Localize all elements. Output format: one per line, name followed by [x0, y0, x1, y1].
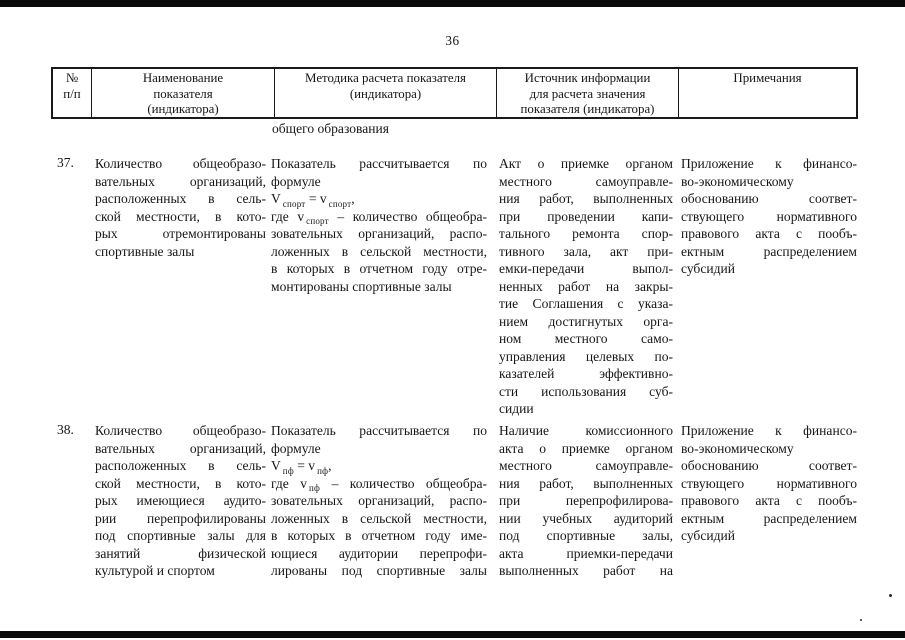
formula-part: = v	[297, 458, 316, 473]
text-line: показателя (индикатора)	[520, 102, 655, 117]
text-line: ской местности, в кото-	[95, 208, 266, 224]
text-line: Акт о приемке органом	[499, 156, 673, 171]
text-line: ложенных в сельской местности,	[271, 243, 487, 259]
text-line: тального ремонта спор-	[499, 226, 673, 241]
text-line: емки-передачи выпол-	[499, 261, 673, 276]
text-line: рых отремонтированы	[95, 226, 266, 241]
formula-subscript: спорт	[306, 216, 329, 227]
formula-part: – количество общеобра-	[331, 475, 488, 491]
header-col-number	[53, 69, 92, 117]
text-line: тие Соглашения с указа-	[499, 296, 673, 311]
text-line: выполненных работ на	[499, 563, 673, 578]
scan-border-bottom	[0, 631, 905, 638]
text-line: вательных организаций,	[95, 173, 266, 189]
text-line: казателей эффективно-	[499, 366, 673, 381]
text-line: ном местного само-	[499, 331, 673, 346]
text-line: ствующего нормативного	[681, 475, 857, 491]
cell-notes	[681, 422, 857, 545]
row-number: 38.	[57, 422, 74, 437]
text-line: для расчета значения	[529, 86, 646, 101]
text-line: Количество общеобразо-	[95, 156, 266, 171]
text-line: в которых в отчетном году име-	[271, 528, 487, 543]
text-line: ектным распределением	[681, 510, 857, 526]
text-line: ствующего нормативного	[681, 208, 857, 224]
text-line: субсидий	[681, 261, 735, 276]
text-line: Примечания	[733, 71, 802, 85]
text-line: нием достигнутых орга-	[499, 313, 673, 329]
text-line: тивного зала, акт при-	[499, 243, 673, 259]
text-line: Показатель рассчитывается по	[271, 156, 487, 171]
text-line: занятий физической	[95, 545, 266, 561]
text-line: ния работ, выполненных	[499, 475, 673, 491]
text-line: рых имеющиеся аудито-	[95, 493, 266, 508]
text-line: при проведении капи-	[499, 208, 673, 224]
text-line: формуле	[271, 173, 321, 189]
text-line: правового акта с пообъ-	[681, 493, 857, 508]
text-line: сти использования суб-	[499, 383, 673, 399]
header-col-method	[275, 69, 497, 117]
cell-source	[499, 155, 673, 418]
text-line: Методика расчета показателя	[305, 71, 466, 85]
formula-line	[271, 190, 487, 208]
method-continuation-text: общего образования	[272, 121, 389, 136]
text-line: вательных организаций,	[95, 440, 266, 456]
text-line: культурой и спортом	[95, 563, 215, 578]
header-col-indicator-name	[92, 69, 275, 117]
text-line: Источник информации	[524, 71, 651, 85]
cell-source	[499, 422, 673, 580]
formula-part: V	[271, 458, 281, 473]
text-line: акта приемки-передачи	[499, 545, 673, 561]
text-line: рии перепрофилированы	[95, 510, 266, 526]
text-line: местного самоуправле-	[499, 458, 673, 473]
text-line: ской местности, в кото-	[95, 475, 266, 491]
cell-method	[271, 155, 487, 295]
text-line: во-экономическому	[681, 173, 794, 189]
text-line: правового акта с пообъ-	[681, 226, 857, 241]
indicators-table-header	[51, 67, 858, 119]
text-line: во-экономическому	[681, 440, 794, 456]
scan-border-top	[0, 0, 905, 7]
text-line: ющиеся аудитории перепрофи-	[271, 545, 487, 561]
text-line: расположенных в сель-	[95, 191, 266, 206]
formula-subscript: пф	[282, 465, 294, 476]
text-line: формуле	[271, 440, 321, 456]
row-number: 37.	[57, 155, 74, 170]
formula-part: где v	[271, 475, 308, 491]
page-number: 36	[445, 33, 460, 48]
text-line: монтированы спортивные залы	[271, 278, 452, 294]
header-col-source	[497, 69, 679, 117]
cell-indicator-name	[95, 155, 266, 260]
scan-speck	[860, 619, 862, 621]
text-line: зовательных организаций, распо-	[271, 493, 487, 508]
text-line: обоснованию соответ-	[681, 458, 857, 473]
formula-line	[271, 457, 487, 475]
text-line: в которых в отчетном году отре-	[271, 261, 487, 276]
formula-subscript: спорт	[328, 198, 352, 209]
text-line: №	[65, 71, 79, 85]
text-line: акта о приемке органом	[499, 440, 673, 456]
text-line: под спортивные залы,	[499, 528, 673, 543]
formula-part: – количество общеобра-	[337, 208, 488, 224]
text-line: обоснованию соответ-	[681, 191, 857, 206]
text-line: ложенных в сельской местности,	[271, 510, 487, 526]
text-line: нии учебных аудиторий	[499, 510, 673, 526]
cell-method	[271, 422, 487, 580]
formula-part: = v	[308, 191, 327, 206]
formula-part: где v	[271, 208, 305, 224]
formula-where-line	[271, 208, 487, 226]
text-line: (индикатора)	[147, 102, 219, 117]
text-line: при перепрофилирова-	[499, 493, 673, 508]
text-line: местного самоуправле-	[499, 173, 673, 189]
text-line: Наличие комиссионного	[499, 423, 673, 438]
cell-notes	[681, 155, 857, 278]
formula-subscript: пф	[309, 483, 321, 494]
formula-where-line	[271, 475, 487, 493]
formula-part: ,	[328, 458, 332, 473]
formula-subscript: пф	[317, 465, 329, 476]
text-line: ектным распределением	[681, 243, 857, 259]
scan-speck	[889, 594, 892, 597]
text-line: Приложение к финансо-	[681, 156, 857, 171]
text-line: субсидий	[681, 528, 735, 543]
text-line: сидии	[499, 401, 534, 416]
text-line: (индикатора)	[349, 86, 422, 101]
text-line: расположенных в сель-	[95, 458, 266, 473]
text-line: Количество общеобразо-	[95, 423, 266, 438]
text-line: под спортивные залы для	[95, 528, 266, 543]
text-line: ния работ, выполненных	[499, 191, 673, 206]
text-line: ненных работ на закры-	[499, 278, 673, 294]
text-line: зовательных организаций, распо-	[271, 226, 487, 241]
formula-part: ,	[351, 191, 355, 206]
text-line: показателя	[153, 86, 213, 101]
formula-subscript: спорт	[282, 198, 306, 209]
text-line: спортивные залы	[95, 243, 195, 259]
text-line: Показатель рассчитывается по	[271, 423, 487, 438]
text-line: п/п	[63, 86, 81, 101]
header-col-notes	[679, 69, 856, 117]
cell-indicator-name	[95, 422, 266, 580]
text-line: лированы под спортивные залы	[271, 563, 487, 578]
text-line: Приложение к финансо-	[681, 423, 857, 438]
formula-part: V	[271, 191, 281, 206]
text-line: Наименование	[142, 71, 224, 85]
text-line: управления целевых по-	[499, 348, 673, 364]
